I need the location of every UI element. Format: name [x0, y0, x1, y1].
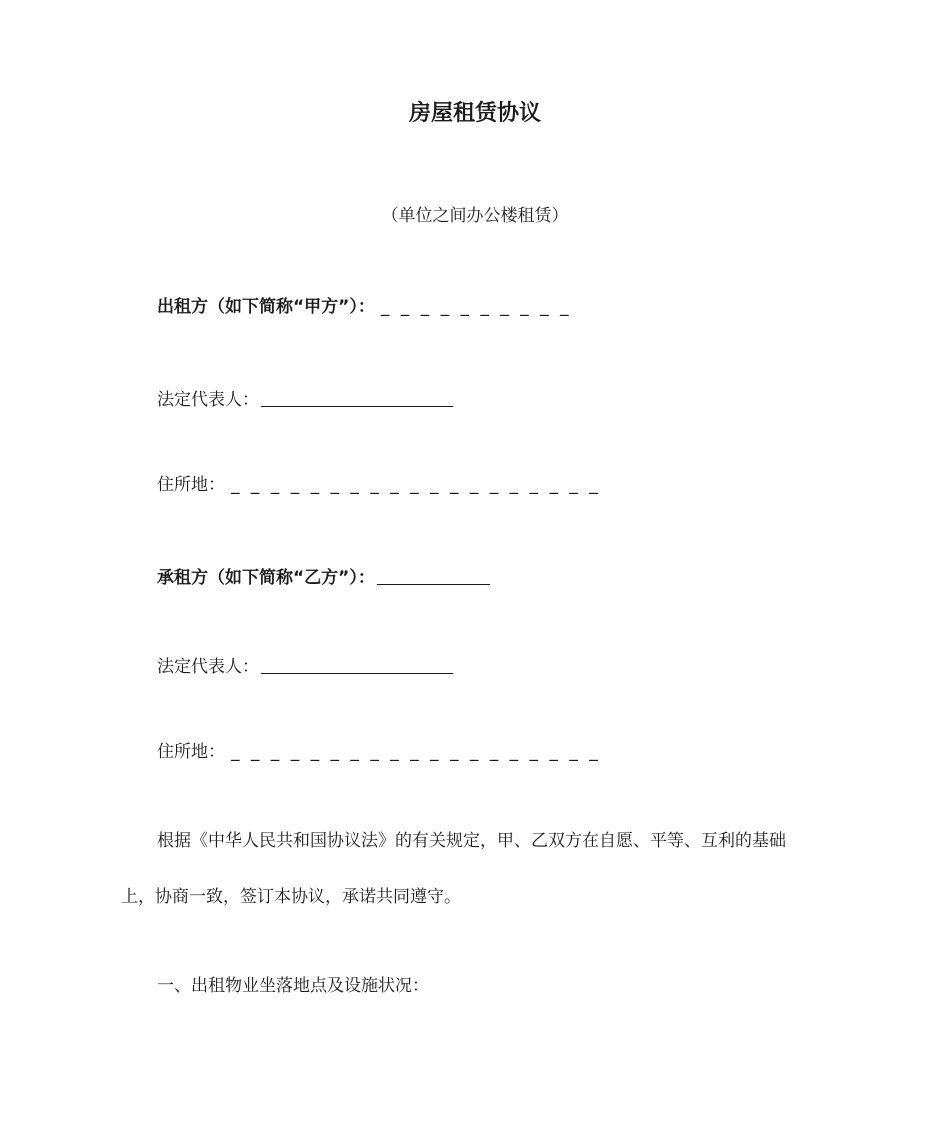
- lessor-address-blank: _ _ _ _ _ _ _ _ _ _ _ _ _ _ _ _ _ _ _: [231, 475, 601, 495]
- lessee-address-label: 住所地：: [157, 742, 225, 762]
- lessor-name-blank: _ _ _ _ _ _ _ _ _ _: [380, 297, 572, 317]
- lessee-rep-line: [157, 651, 453, 679]
- lessor-heading: 出租方（如下简称“甲方”）：: [157, 297, 375, 317]
- lessee-rep-label: 法定代表人：: [157, 657, 259, 677]
- lessor-address-label: 住所地：: [157, 475, 225, 495]
- lessor-rep-line: [157, 384, 453, 412]
- section-1-heading: 一、出租物业坐落地点及设施状况：: [157, 976, 429, 996]
- lessee-heading: 承租方（如下简称“乙方”）：: [157, 568, 375, 588]
- lessor-address-line: [157, 473, 601, 497]
- lessor-rep-blank: [261, 386, 453, 407]
- lessee-address-blank: _ _ _ _ _ _ _ _ _ _ _ _ _ _ _ _ _ _ _: [231, 742, 601, 762]
- document-title: 房屋租赁协议: [408, 101, 541, 126]
- lessee-address-line: [157, 740, 601, 764]
- preamble-line-1: 根据《中华人民共和国协议法》的有关规定，甲、乙双方在自愿、平等、互利的基础: [157, 831, 786, 851]
- lessee-name-blank: [377, 564, 490, 585]
- lessor-heading-line: [157, 295, 572, 319]
- preamble-line-2: 上，协商一致，签订本协议，承诺共同遵守。: [121, 887, 461, 907]
- lessor-rep-label: 法定代表人：: [157, 390, 259, 410]
- lessee-heading-line: [157, 562, 490, 590]
- document-subtitle: （单位之间办公楼租赁）: [381, 206, 569, 226]
- lessee-rep-blank: [261, 653, 453, 674]
